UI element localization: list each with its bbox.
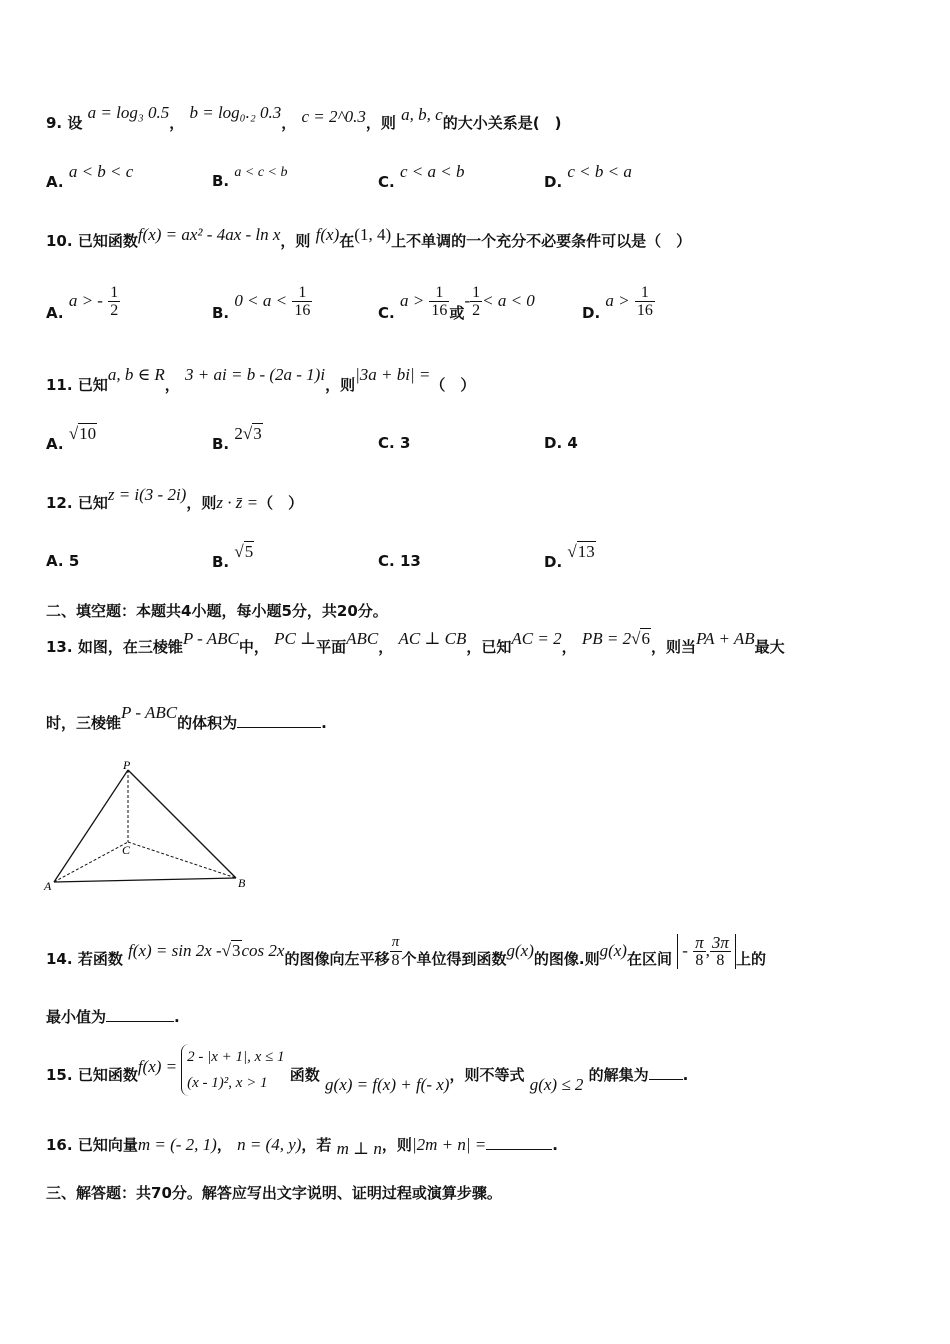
- q13-pyramid-figure: [40, 758, 260, 892]
- q14-shift: $\frac{\pi}{8}$: [391, 934, 400, 969]
- q9-a-expr: a = log₃ 0.5: [87, 103, 170, 122]
- q12-option-a: A. 5: [46, 552, 80, 570]
- q15-post: 的解集为: [588, 1066, 649, 1084]
- q16-stem: [46, 1134, 558, 1158]
- q13-mid1: 中，: [238, 638, 269, 656]
- q9-option-b: B. a < c < b: [212, 165, 288, 190]
- q13-plane: 平面: [316, 638, 347, 656]
- q9-stem: 9. 设 a = log₃ 0.5， b = log₀.₂ 0.3， c = 2^0.3，则 a, b, c的大小关系是( ): [46, 103, 562, 132]
- q15-fx: f(x) =: [137, 1057, 178, 1076]
- q10-option-c: C. a > $\frac{1}{16}$ 或- $\frac{1}{2}$ < a < 0: [378, 284, 535, 322]
- q9-vars: a, b, c: [401, 105, 443, 124]
- q10-option-b: B. 0 < a < $\frac{1}{16}$: [212, 284, 311, 322]
- q16-mid1: ，若: [301, 1136, 332, 1154]
- q9-option-a: A. a < b < c: [46, 162, 134, 191]
- q15-stem: [46, 1044, 688, 1096]
- q12-option-d: D. √13: [544, 542, 595, 571]
- q12-pre: 已知: [77, 494, 108, 512]
- q14-number: 14.: [46, 950, 73, 968]
- q14-stem-line1: [46, 934, 766, 969]
- q12-mid: ，则: [186, 494, 217, 512]
- q11-post: （ ）: [430, 376, 476, 394]
- q10-func: f(x) = ax² - 4ax - ln x: [137, 225, 281, 244]
- edge-pb: [128, 770, 236, 878]
- edge-cb: [128, 842, 236, 878]
- q15-mid2: ，则不等式: [449, 1066, 525, 1084]
- q16-end: .: [552, 1136, 558, 1154]
- q10-mid2: 在: [339, 232, 355, 250]
- q14-pre: 若函数: [77, 950, 123, 968]
- q13-ac: AC = 2: [511, 629, 562, 648]
- q13-line2-pyramid: P - ABC: [121, 703, 178, 722]
- q14-mid4: 在区间: [626, 950, 672, 968]
- q16-perp: m ⊥ n: [336, 1139, 382, 1158]
- q12-number: 12.: [46, 494, 73, 512]
- q16-n: n = (4, y): [237, 1135, 302, 1154]
- q15-ineq: g(x) ≤ 2: [529, 1075, 584, 1094]
- q14-stem-line2: [46, 1006, 180, 1027]
- q14-answer-blank[interactable]: [106, 1020, 174, 1022]
- q14-mid1: 的图像向左平移: [284, 950, 390, 968]
- q11-abs: |3a + bi| =: [355, 365, 431, 384]
- q13-pb: PB = 2: [581, 629, 632, 648]
- q12-expr: z · z̄ =: [216, 493, 259, 512]
- q9-mid: ，则: [365, 114, 396, 132]
- q14-gx2: g(x): [599, 941, 627, 960]
- edge-ab: [54, 878, 236, 882]
- label-p: P: [123, 758, 131, 772]
- q11-option-d: D. 4: [544, 434, 578, 452]
- q10-post: 上不单调的一个充分不必要条件可以是（ ）: [391, 232, 692, 250]
- label-b: B: [238, 876, 246, 890]
- q12-post: （ ）: [258, 494, 304, 512]
- q9-c-expr: c = 2^0.3: [301, 107, 366, 126]
- q15-answer-blank[interactable]: [649, 1078, 683, 1080]
- q12-option-c: C. 13: [378, 552, 421, 570]
- section-2-heading: 二、填空题：本题共4小题，每小题5分，共20分。: [46, 602, 388, 620]
- q14-end: .: [174, 1008, 180, 1026]
- q11-number: 11.: [46, 376, 73, 394]
- q16-comma: ，: [216, 1136, 232, 1154]
- q14-func: f(x) = sin 2x -√3cos 2x: [128, 941, 285, 960]
- q13-end: .: [321, 714, 327, 732]
- q11-stem: 11. 已知a, b ∈ R， 3 + ai = b - (2a - 1)i，则|3a + bi| =（ ）: [46, 365, 476, 394]
- q12-option-b: B. √5: [212, 542, 254, 571]
- q10-number: 10.: [46, 232, 73, 250]
- q9-number: 9.: [46, 114, 63, 132]
- q9-pre: 设: [67, 114, 83, 132]
- q13-abc: ABC: [346, 629, 379, 648]
- q13-max: 最大: [754, 638, 785, 656]
- edge-ac: [54, 842, 128, 882]
- q14-mid2: 个单位得到函数: [401, 950, 507, 968]
- label-a: A: [44, 879, 52, 892]
- q16-answer-blank[interactable]: [486, 1148, 552, 1150]
- q9-option-c: C. c < a < b: [378, 162, 465, 191]
- edge-pa: [54, 770, 128, 882]
- q10-stem: [46, 225, 692, 251]
- q11-mid: ，则: [325, 376, 356, 394]
- q16-pre: 已知向量: [77, 1136, 138, 1154]
- q16-abs: |2m + n| =: [411, 1135, 487, 1154]
- q16-mid2: ，则: [381, 1136, 412, 1154]
- q9-option-d: D. c < b < a: [544, 162, 632, 191]
- q10-option-a: A. a > - $\frac{1}{2}$: [46, 284, 119, 322]
- q13-stem-line1: 13. 如图，在三棱锥P - ABC中， PC ⊥平面ABC， AC ⊥ CB，已知AC = 2， PB = 2√6，则当PA + AB最大: [46, 629, 785, 656]
- q16-number: 16.: [46, 1136, 73, 1154]
- q13-when: ，则当: [650, 638, 696, 656]
- label-c: C: [122, 843, 131, 857]
- q9-b-expr: b = log₀.₂ 0.3: [189, 103, 282, 122]
- q15-end: .: [682, 1066, 689, 1084]
- q13-line2-post: 的体积为: [177, 714, 238, 732]
- q11-set: a, b ∈ R: [107, 365, 165, 384]
- q11-option-b: B. 2√3: [212, 424, 262, 453]
- q11-eq: 3 + ai = b - (2a - 1)i: [185, 365, 326, 384]
- q15-gdef: g(x) = f(x) + f(- x): [325, 1075, 450, 1094]
- q14-post: 上的: [735, 950, 766, 968]
- q10-interval: (1, 4): [354, 225, 392, 244]
- q9-post: 的大小关系是( ): [442, 114, 562, 132]
- q13-known: ，已知: [466, 638, 512, 656]
- q13-comma: ，: [378, 638, 394, 656]
- q10-mid1: ，则: [280, 232, 311, 250]
- q11-option-a: A. √10: [46, 424, 97, 453]
- q14-line2: 最小值为: [46, 1008, 107, 1026]
- q15-piecewise: 2 - |x + 1|, x ≤ 1 (x - 1)², x > 1: [181, 1044, 284, 1096]
- q14-gx: g(x): [506, 941, 534, 960]
- q11-option-c: C. 3: [378, 434, 411, 452]
- q13-stem-line2: [46, 703, 327, 733]
- q13-number: 13.: [46, 638, 73, 656]
- q10-fx: f(x): [315, 225, 340, 244]
- q13-line2-pre: 时，三棱锥: [46, 714, 122, 732]
- section-3-heading: 三、解答题：共70分。解答应写出文字说明、证明过程或演算步骤。: [46, 1184, 502, 1202]
- q12-eq: z = i(3 - 2i): [107, 485, 187, 504]
- q15-number: 15.: [46, 1066, 73, 1084]
- q14-mid3: 的图像.则: [533, 950, 600, 968]
- q13-pre: 如图，在三棱锥: [77, 638, 183, 656]
- q15-pre: 已知函数: [77, 1066, 138, 1084]
- q13-acb: AC ⊥ CB: [398, 629, 467, 648]
- q16-m: m = (- 2, 1): [137, 1135, 217, 1154]
- q15-mid1: 函数: [289, 1066, 320, 1084]
- q13-answer-blank[interactable]: [237, 726, 321, 728]
- q12-stem: [46, 485, 304, 513]
- q13-pyramid: P - ABC: [182, 629, 239, 648]
- q14-interval: - $\frac{\pi}{8}$ , $\frac{3\pi}{8}$: [677, 934, 736, 969]
- q11-pre: 已知: [77, 376, 108, 394]
- q13-sum: PA + AB: [695, 629, 755, 648]
- q10-option-d: D. a > $\frac{1}{16}$: [582, 284, 653, 322]
- q10-pre: 已知函数: [77, 232, 138, 250]
- q13-pc: PC ⊥: [274, 629, 317, 648]
